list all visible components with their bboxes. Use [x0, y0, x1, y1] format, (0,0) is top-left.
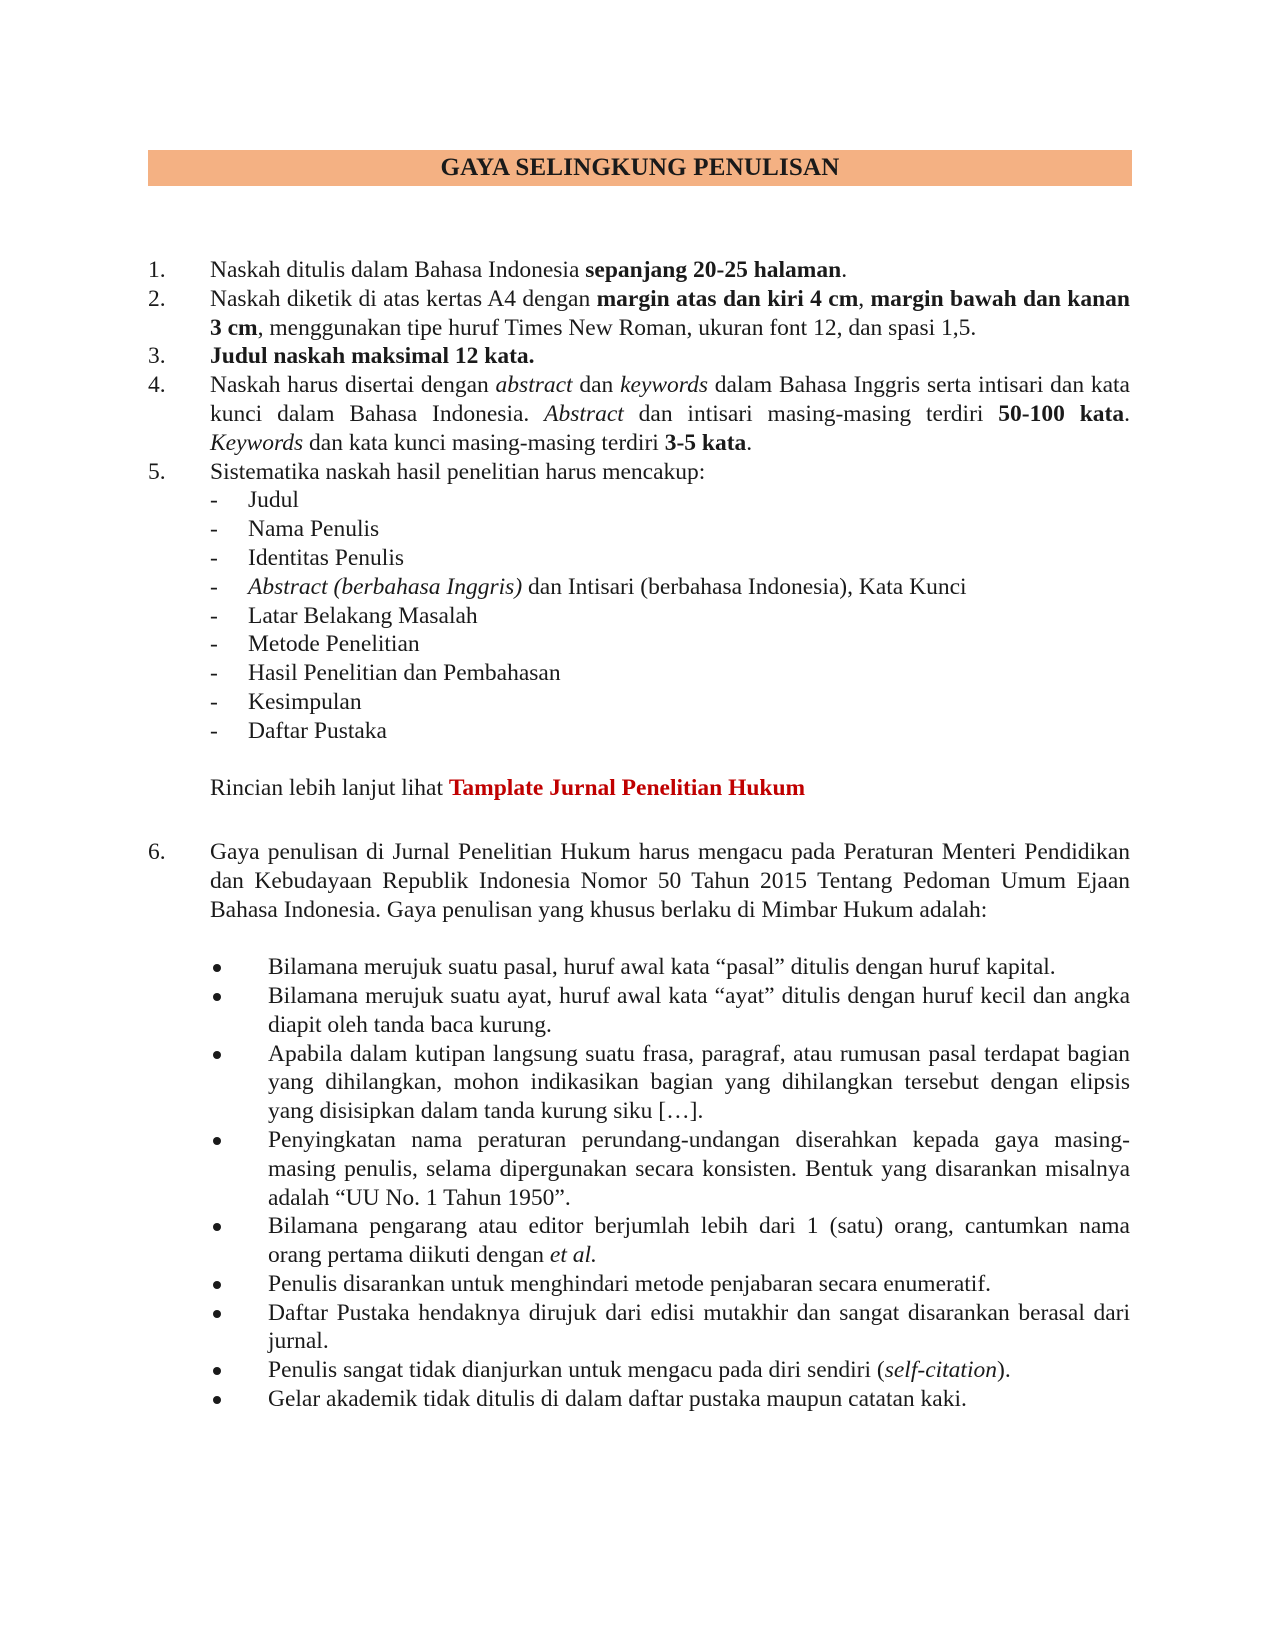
list-item — [148, 1356, 1130, 1385]
text-run: . — [1124, 400, 1130, 427]
text-run: sepanjang 20-25 halaman — [585, 257, 842, 283]
dash-marker: - — [210, 660, 218, 687]
text-run: Penyingkatan nama peraturan perundang-undangan diserahkan kepada gaya masing-masing penulis, selama dipergunakan secara konsisten. Bentuk yang disarankan misalnya adalah “UU No. 1 Tahun 1950”. — [268, 1126, 1130, 1211]
template-note — [148, 774, 1130, 803]
section-list — [210, 486, 1130, 745]
list-item — [148, 717, 1130, 746]
numbered-item-4 — [148, 371, 1130, 457]
bullet-icon — [213, 1281, 221, 1289]
text-run: Penulis disarankan untuk menghindari metode penjabaran secara enumeratif. — [268, 1270, 992, 1297]
text-run: , — [858, 285, 871, 312]
text-run: margin atas dan kiri 4 cm — [596, 285, 859, 312]
text-run: , menggunakan tipe huruf Times New Roman, ukuran font 12, dan spasi 1,5. — [257, 314, 977, 341]
text-run: Daftar Pustaka hendaknya dirujuk dari edisi mutakhir dan sangat disarankan berasal dari jurnal. — [268, 1299, 1130, 1355]
bullet-icon — [213, 964, 221, 972]
text-run: 3-5 kata — [664, 429, 747, 456]
dash-marker: - — [210, 573, 218, 600]
text-run: Judul naskah maksimal 12 kata. — [210, 343, 535, 370]
text-run: Latar Belakang Masalah — [248, 602, 478, 629]
list-item — [148, 982, 1130, 1040]
dash-marker: - — [210, 688, 218, 715]
numbered-item-5 — [148, 458, 1130, 746]
item-text — [210, 372, 1130, 456]
bullet-icon — [213, 1310, 221, 1318]
text-run: dan kata kunci masing-masing terdiri — [303, 429, 665, 456]
text-run: Bilamana pengarang atau editor berjumlah lebih dari 1 (satu) orang, cantumkan nama orang pertama diikuti dengan — [268, 1213, 1130, 1269]
text-run: Apabila dalam kutipan langsung suatu frasa, paragraf, atau rumusan pasal terdapat bagian yang dihilangkan, mohon indikasikan bagian yang dihilangkan tersebut dengan elipsis yang disisipkan dalam tanda kurung siku […]. — [268, 1040, 1130, 1125]
text-run: Naskah ditulis dalam Bahasa Indonesia — [210, 257, 586, 283]
text-run: Gaya penulisan di Jurnal Penelitian Hukum harus mengacu pada Peraturan Menteri Pendidikan dan Kebudayaan Republik Indonesia Nomor 50 Tahun 2015 Tentang Pedoman Umum Ejaan Bahasa Indonesia. Gaya penulisan yang khusus berlaku di Mimbar Hukum adalah: — [210, 838, 1130, 923]
text-run: Sistematika naskah hasil penelitian harus mencakup: — [210, 458, 706, 485]
list-item — [148, 1126, 1130, 1212]
numbered-item-1 — [148, 256, 1130, 285]
dash-marker: - — [210, 516, 218, 543]
text-run: Abstract (berbahasa Inggris) — [248, 573, 523, 600]
text-run: Hasil Penelitian dan Pembahasan — [248, 660, 561, 687]
text-run: Bilamana merujuk suatu pasal, huruf awal kata “pasal” ditulis dengan huruf kapital. — [268, 954, 1056, 981]
list-item — [148, 659, 1130, 688]
item-number: 5. — [148, 458, 166, 485]
bullet-icon — [213, 1367, 221, 1375]
list-item — [148, 602, 1130, 631]
dash-marker: - — [210, 717, 218, 744]
text-run: Keywords — [210, 429, 304, 456]
dash-marker: - — [210, 544, 218, 571]
text-run: keywords — [620, 372, 708, 399]
list-item — [148, 630, 1130, 659]
numbered-item-3 — [148, 342, 1130, 371]
numbered-item-6 — [148, 838, 1130, 924]
text-run: Judul — [248, 487, 299, 514]
dash-marker: - — [210, 631, 218, 658]
item-number: 4. — [148, 372, 166, 399]
text-run: . — [746, 429, 753, 456]
list-item — [148, 1385, 1130, 1414]
item-text — [210, 459, 705, 485]
text-run: Gelar akademik tidak ditulis di dalam daftar pustaka maupun catatan kaki. — [268, 1386, 967, 1413]
item-number: 6. — [148, 838, 166, 865]
text-run: dalam Bahasa Inggris serta intisari dan kata kunci dalam Bahasa Indonesia. — [210, 372, 1130, 427]
list-item — [148, 953, 1130, 982]
item-text — [210, 257, 847, 283]
page-title: GAYA SELINGKUNG PENULISAN — [148, 150, 1132, 186]
text-run: . — [841, 257, 848, 283]
text-run: self-citation — [884, 1357, 997, 1384]
bullet-icon — [213, 1223, 221, 1231]
document-body — [148, 256, 1130, 1414]
dash-marker: - — [210, 487, 218, 514]
item-text — [210, 343, 535, 369]
list-item — [148, 1299, 1130, 1357]
bullet-icon — [213, 1137, 221, 1145]
list-item — [148, 1212, 1130, 1270]
list-item — [148, 486, 1130, 515]
item-text — [210, 839, 1130, 923]
note-text: Rincian lebih lanjut lihat — [210, 775, 449, 802]
item-number: 3. — [148, 343, 166, 370]
text-run: dan Intisari (berbahasa Indonesia), Kata Kunci — [522, 573, 967, 600]
text-run: Naskah harus disertai dengan — [210, 372, 496, 399]
text-run: Nama Penulis — [248, 516, 380, 543]
text-run: margin bawah dan kanan 3 cm — [210, 285, 1130, 341]
list-item — [148, 544, 1130, 573]
text-run: Penulis sangat tidak dianjurkan untuk mengacu pada diri sendiri ( — [268, 1357, 885, 1384]
bullet-icon — [213, 993, 221, 1001]
text-run: Abstract — [544, 400, 624, 427]
dash-marker: - — [210, 602, 218, 629]
text-run: Kesimpulan — [248, 688, 362, 715]
text-run: Bilamana merujuk suatu ayat, huruf awal kata “ayat” ditulis dengan huruf kecil dan angka diapit oleh tanda baca kurung. — [268, 982, 1130, 1038]
list-item — [148, 688, 1130, 717]
text-run: Metode Penelitian — [248, 631, 420, 658]
list-item — [148, 515, 1130, 544]
numbered-list — [148, 256, 1130, 746]
item-number: 1. — [148, 257, 166, 283]
text-run: et al. — [549, 1242, 597, 1269]
text-run: dan intisari masing-masing terdiri — [623, 400, 999, 427]
text-run: abstract — [495, 372, 573, 399]
bullet-icon — [213, 1396, 221, 1404]
list-item — [148, 1270, 1130, 1299]
text-run: Identitas Penulis — [248, 544, 404, 571]
item-number: 2. — [148, 285, 166, 312]
text-run: Naskah diketik di atas kertas A4 dengan — [210, 285, 597, 312]
bullet-list — [148, 953, 1130, 1414]
numbered-item-2 — [148, 285, 1130, 343]
template-link[interactable]: Tamplate Jurnal Penelitian Hukum — [448, 775, 806, 802]
text-run: ). — [997, 1357, 1011, 1384]
text-run: dan — [572, 372, 621, 399]
list-item — [148, 1040, 1130, 1126]
item-text — [210, 286, 1130, 341]
text-run: Daftar Pustaka — [248, 717, 387, 744]
text-run: 50-100 kata — [998, 400, 1125, 427]
bullet-icon — [213, 1051, 221, 1059]
list-item — [148, 573, 1130, 602]
